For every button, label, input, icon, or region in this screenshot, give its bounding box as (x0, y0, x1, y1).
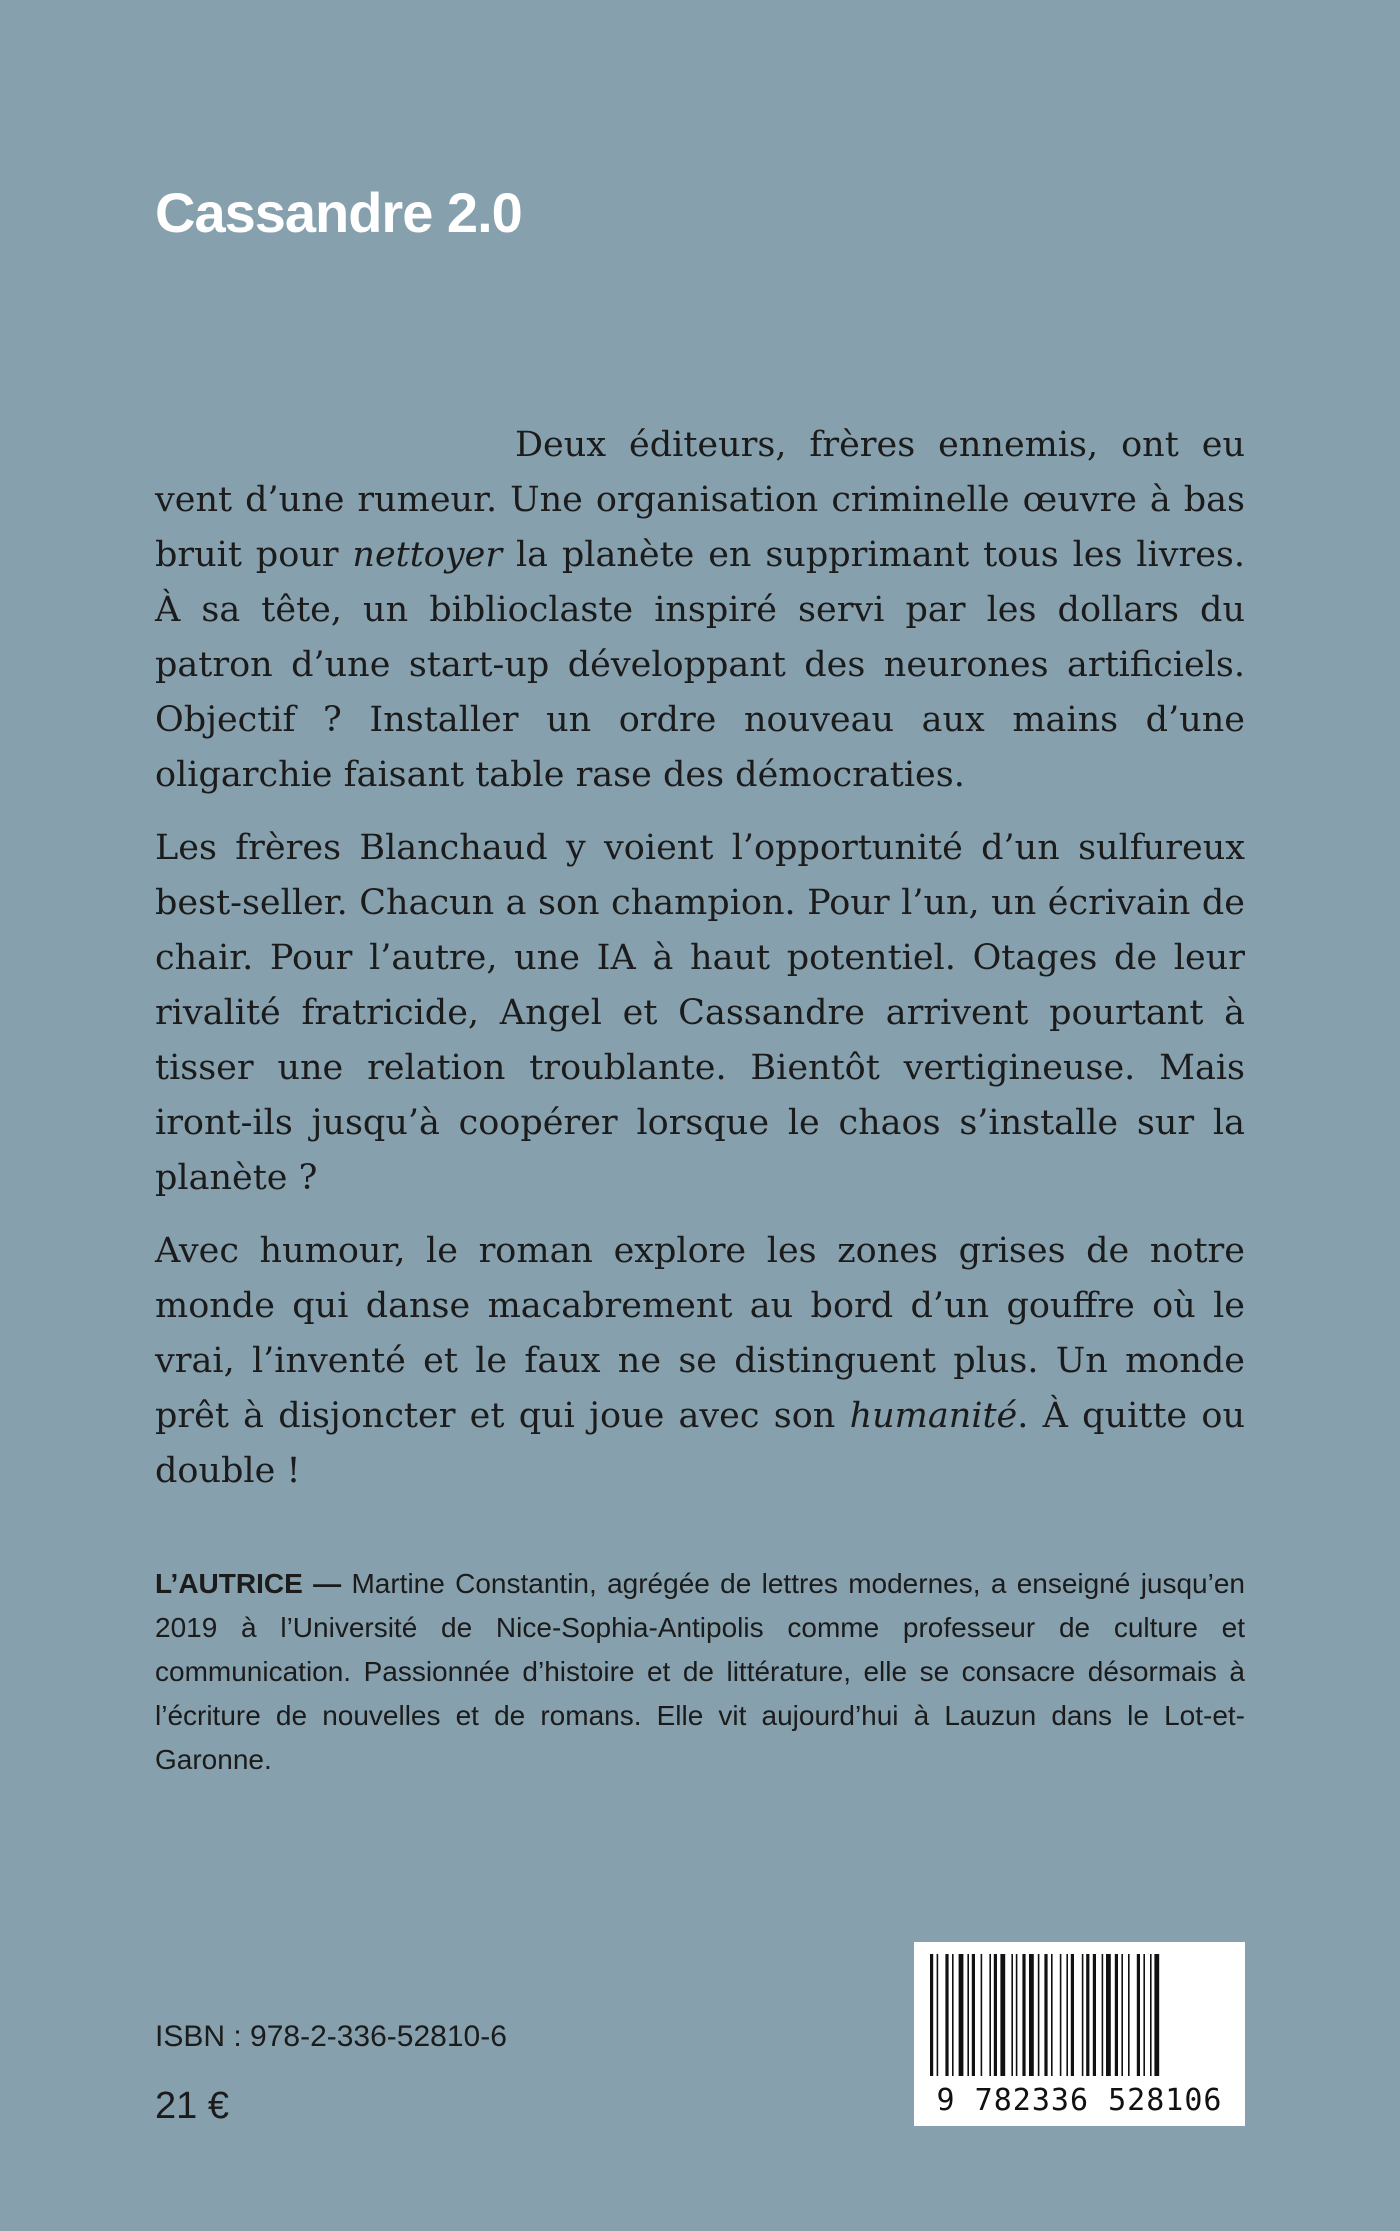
text-run: . À quitte ou double ! (155, 1396, 1246, 1491)
author-bio (155, 1562, 1245, 1782)
barcode-bar (952, 1954, 954, 2076)
barcode-bar (1150, 1954, 1152, 2076)
isbn: ISBN : 978-2-336-52810-6 (155, 2020, 507, 2053)
barcode-bar (1044, 1954, 1047, 2076)
barcode-bar (1093, 1954, 1096, 2076)
barcode-bar (1154, 1954, 1159, 2076)
italic-text: humanité (849, 1396, 1018, 1436)
barcode-bar (937, 1954, 939, 2076)
barcode-digits: 9 782336 528106 (936, 2083, 1223, 2118)
barcode (914, 1942, 1245, 2126)
barcode-bar (994, 1954, 997, 2076)
barcode-bar (1115, 1954, 1118, 2076)
barcode-bar (930, 1954, 933, 2076)
barcode-bar (1082, 1954, 1084, 2076)
author-label: L’AUTRICE — (155, 1568, 342, 1599)
barcode-bar (1066, 1954, 1068, 2076)
barcode-bar (1000, 1954, 1005, 2076)
barcode-bar (1060, 1954, 1062, 2076)
barcode-bar (1128, 1954, 1130, 2076)
price: 21 € (155, 2085, 229, 2127)
barcode-bar (1022, 1954, 1025, 2076)
barcode-bar (989, 1954, 991, 2076)
text-run: la planète en supprimant tous les livres. À sa tête, un biblioclaste inspiré servi par les dollars du patron d’une start-up développant des neurones artificiels. Objectif ? Installer un ordre nouveau aux mains d’une oligarchie faisant table rase des démocraties. (155, 535, 1245, 795)
barcode-bar (1071, 1954, 1074, 2076)
blurb-paragraph-1 (155, 418, 1245, 803)
barcode-bar (1011, 1954, 1013, 2076)
barcode-bar (981, 1954, 983, 2076)
barcode-bar (1143, 1954, 1145, 2076)
text-run: Avec humour, le roman explore les zones grises de notre monde qui danse macabrement au bord d’un gouffre où le vrai, l’inventé et le faux ne se distinguent plus. Un monde prêt à disjoncter et qui joue avec son (155, 1231, 1245, 1436)
back-cover-blurb (155, 418, 1245, 1517)
barcode-bar (972, 1954, 975, 2076)
barcode-bar (1016, 1954, 1018, 2076)
blurb-paragraph-3 (155, 1224, 1245, 1499)
author-bio-text: Martine Constantin, agrégée de lettres modernes, a enseigné jusqu’en 2019 à l’Université de Nice-Sophia-Antipolis comme professeur de culture et communication. Passionnée d’histoire et de littérature, elle se consacre désormais à l’écriture de nouvelles et de romans. Elle vit aujourd’hui à Lauzun dans le Lot-et-Garonne. (155, 1568, 1245, 1775)
barcode-bar (1106, 1954, 1111, 2076)
barcode-bar (1029, 1954, 1034, 2076)
barcode-bar (959, 1954, 964, 2076)
barcode-bar (1102, 1954, 1104, 2076)
barcode-bar (1121, 1954, 1123, 2076)
barcode-bar (1051, 1954, 1053, 2076)
barcode-bar (1137, 1954, 1140, 2076)
barcode-bar (1038, 1954, 1040, 2076)
barcode-bar (967, 1954, 969, 2076)
book-title: Cassandre 2.0 (155, 181, 522, 244)
barcode-bar (1086, 1954, 1089, 2076)
text-run: Deux éditeurs, frères ennemis, ont eu vent d’une rumeur. Une organisation criminelle œuvre à bas bruit pour (155, 425, 1245, 575)
italic-text: nettoyer (352, 535, 503, 575)
barcode-bar (945, 1954, 948, 2076)
blurb-paragraph-2: Les frères Blanchaud y voient l’opportunité d’un sulfureux best-seller. Chacun a son champion. Pour l’un, un écrivain de chair. Pour l’autre, une IA à haut potentiel. Otages de leur rivalité fratricide, Angel et Cassandre arrivent pourtant à tisser une relation troublante. Bientôt vertigineuse. Mais iront-ils jusqu’à coopérer lorsque le chaos s’installe sur la planète ? (155, 828, 1245, 1198)
